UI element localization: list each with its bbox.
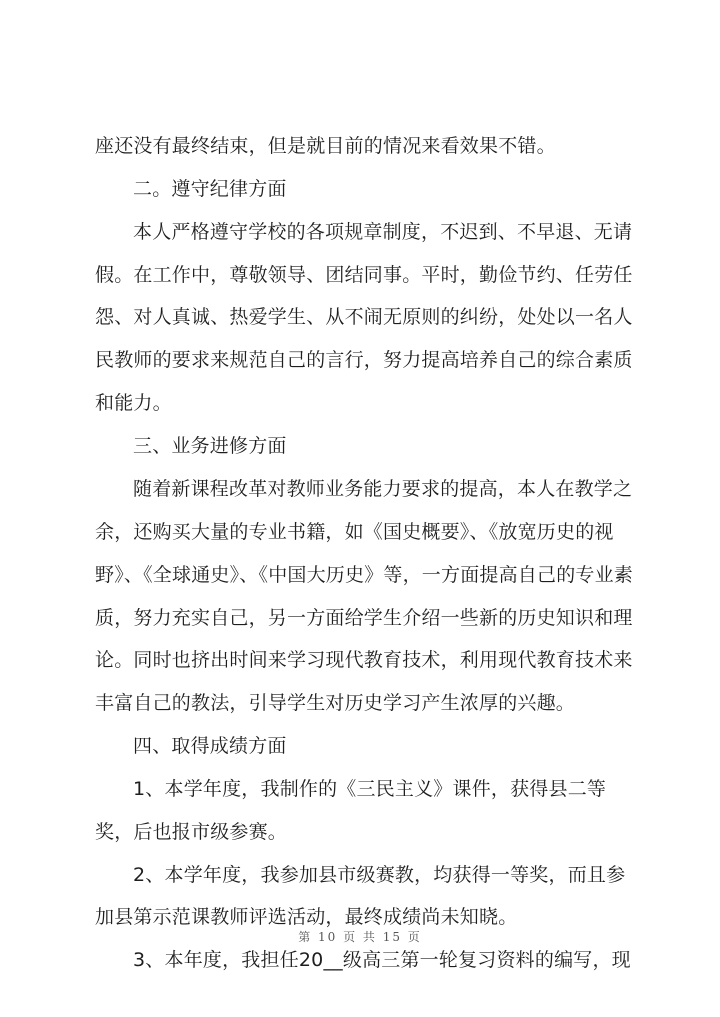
body-text-line: 质，努力充实自己，另一方面给学生介绍一些新的历史知识和理: [95, 607, 633, 629]
body-text-line: 论。同时也挤出时间来学习现代教育技术，利用现代教育技术来: [95, 649, 633, 671]
body-text-line: 座还没有最终结束，但是就目前的情况来看效果不错。: [95, 135, 556, 157]
body-text-line: 随着新课程改革对教师业务能力要求的提高，本人在教学之: [133, 478, 633, 500]
body-text-line: 奖，后也报市级参赛。: [95, 821, 288, 843]
body-text-line: 丰富自己的教法，引导学生对历史学习产生浓厚的兴趣。: [95, 692, 576, 714]
body-text-line: 野》、《全球通史》、《中国大历史》等，一方面提高自己的专业素: [95, 564, 634, 586]
body-text-line: 和能力。: [95, 392, 172, 414]
body-text-line: 3、本年度，我担任20__级高三第一轮复习资料的编写，现: [133, 949, 631, 971]
body-text-line: 怨、对人真诚、热爱学生、从不闹无原则的纠纷，处处以一名人: [95, 306, 633, 328]
section-heading-discipline: 二。遵守纪律方面: [133, 178, 287, 200]
section-heading-achievements: 四、取得成绩方面: [133, 735, 287, 757]
body-text-line: 假。在工作中，尊敬领导、团结同事。平时，勤俭节约、任劳任: [95, 264, 633, 286]
page-footer: 第 10 页 共 15 页: [298, 930, 422, 944]
body-text-line: 加县第示范课教师评选活动，最终成绩尚未知晓。: [95, 906, 518, 928]
body-text-line: 本人严格遵守学校的各项规章制度，不迟到、不早退、无请: [133, 221, 633, 243]
body-text-line: 1、本学年度，我制作的《三民主义》课件，获得县二等: [133, 778, 607, 800]
body-text-line: 2、本学年度，我参加县市级赛教，均获得一等奖，而且参: [133, 864, 626, 886]
body-text-line: 余，还购买大量的专业书籍，如《国史概要》、《放宽历史的视: [95, 521, 614, 543]
body-text-line: 民教师的要求来规范自己的言行，努力提高培养自己的综合素质: [95, 349, 633, 371]
section-heading-study: 三、业务进修方面: [133, 435, 287, 457]
